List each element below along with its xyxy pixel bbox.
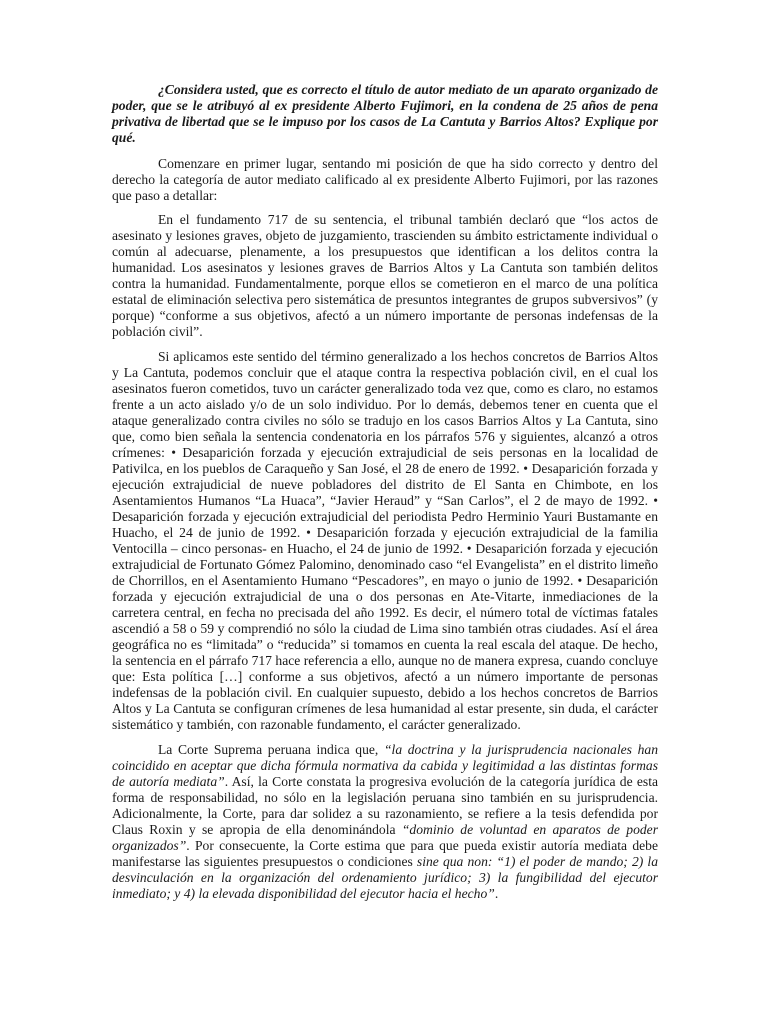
quote-dominio: “dominio de voluntad en aparatos de poder organizados” — [112, 822, 658, 853]
text-run: . Por consecuente, la Corte estima que para que pueda existir autoría mediata debe manifestarse las siguientes presupuestos o condiciones — [112, 838, 658, 869]
question-heading: ¿Considera usted, que es correcto el título de autor mediato de un aparato organizado de poder, que se le atribuyó al ex presidente Alberto Fujimori, en la condena de 25 años de pena privativa de libertad que se le impuso por los casos de La Cantuta y Barrios Altos? Explique por qué. — [112, 82, 658, 145]
intro-paragraph: Comenzare en primer lugar, sentando mi posición de que ha sido correcto y dentro del derecho la categoría de autor mediato calificado al ex presidente Alberto Fujimori, por las razones que paso a detallar: — [112, 156, 658, 203]
text-run: . Así, la Corte constata la progresiva evolución de la categoría jurídica de esta forma de responsabilidad, no sólo en la legislación peruana sino también en su jurisprudencia. Adicionalmente, la Corte, para dar solidez a su razonamiento, se refiere a la tesis defendida por Claus Roxin y se apropia de ella denominándola — [112, 774, 658, 837]
quote-doctrina: “la doctrina y la jurisprudencia nacionales han coincidido en aceptar que dicha fórmula normativa da cabida y legitimidad a las distintas formas de autoría mediata” — [112, 742, 658, 789]
text-run: . — [494, 886, 499, 901]
quote-condiciones: sine qua non: “1) el poder de mando; 2) la desvinculación en la organización del ordenamiento jurídico; 3) la fungibilidad del ejecutor inmediato; y 4) la elevada disponibilidad del ejecutor hacia el hecho” — [112, 854, 658, 901]
fundamento-paragraph: En el fundamento 717 de su sentencia, el tribunal también declaró que “los actos de asesinato y lesiones graves, objeto de juzgamiento, trascienden su ámbito estrictamente individual o común al adecuarse, plenamente, a los presupuestos que identifican a los delitos contra la humanidad. Los asesinatos y lesiones graves de Barrios Altos y La Cantuta son también delitos contra la humanidad. Fundamentalmente, porque ellos se cometieron en el marco de una política estatal de eliminación selectiva pero sistemática de presuntos integrantes de grupos subversivos” (y porque) “conforme a sus objetivos, afectó a un número importante de personas indefensas de la población civil”. — [112, 212, 658, 339]
corte-suprema-paragraph — [112, 742, 658, 902]
generalizado-paragraph: Si aplicamos este sentido del término generalizado a los hechos concretos de Barrios Altos y La Cantuta, podemos concluir que el ataque contra la respectiva población civil, en el cual los asesinatos fueron cometidos, tuvo un carácter generalizado toda vez que, como es claro, no estamos frente a un acto aislado y/o de un solo individuo. Por lo demás, debemos tener en cuenta que el ataque generalizado contra civiles no sólo se tradujo en los casos Barrios Altos y La Cantuta, sino que, como bien señala la sentencia condenatoria en los párrafos 576 y siguientes, alcanzó a otros crímenes: • Desaparición forzada y ejecución extrajudicial de seis personas en la localidad de Pativilca, en los pueblos de Caraqueño y San José, el 28 de enero de 1992. • Desaparición forzada y ejecución extrajudicial de nueve pobladores del distrito de El Santa en Chimbote, en los Asentamientos Humanos “La Huaca”, “Javier Heraud” y “San Carlos”, el 2 de mayo de 1992. • Desaparición forzada y ejecución extrajudicial del periodista Pedro Herminio Yauri Bustamante en Huacho, el 24 de junio de 1992. • Desaparición forzada y ejecución extrajudicial de la familia Ventocilla – cinco personas- en Huacho, el 24 de junio de 1992. • Desaparición forzada y ejecución extrajudicial de Fortunato Gómez Palomino, denominado caso “el Evangelista” en el distrito limeño de Chorrillos, en el Asentamiento Humano “Pescadores”, en mayo o junio de 1992. • Desaparición forzada y ejecución extrajudicial de una o dos personas en Ate-Vitarte, inmediaciones de la carretera central, en fecha no precisada del año 1992. Es decir, el número total de víctimas fatales ascendió a 58 o 59 y comprendió no sólo la ciudad de Lima sino también otras ciudades. Así el área geográfica no es “limitada” o “reducida” si tomamos en cuenta la real escala del ataque. De hecho, la sentencia en el párrafo 717 hace referencia a ello, aunque no de manera expresa, cuando concluye que: Esta política […] conforme a sus objetivos, afectó a un número importante de personas indefensas de la población civil. En cualquier supuesto, debido a los hechos concretos de Barrios Altos y La Cantuta se configuran crímenes de lesa humanidad al estar presente, sin duda, el carácter sistemático y también, con razonable fundamento, el carácter generalizado. — [112, 349, 658, 732]
text-run: La Corte Suprema peruana indica que, — [158, 742, 384, 757]
document-page — [112, 82, 658, 911]
